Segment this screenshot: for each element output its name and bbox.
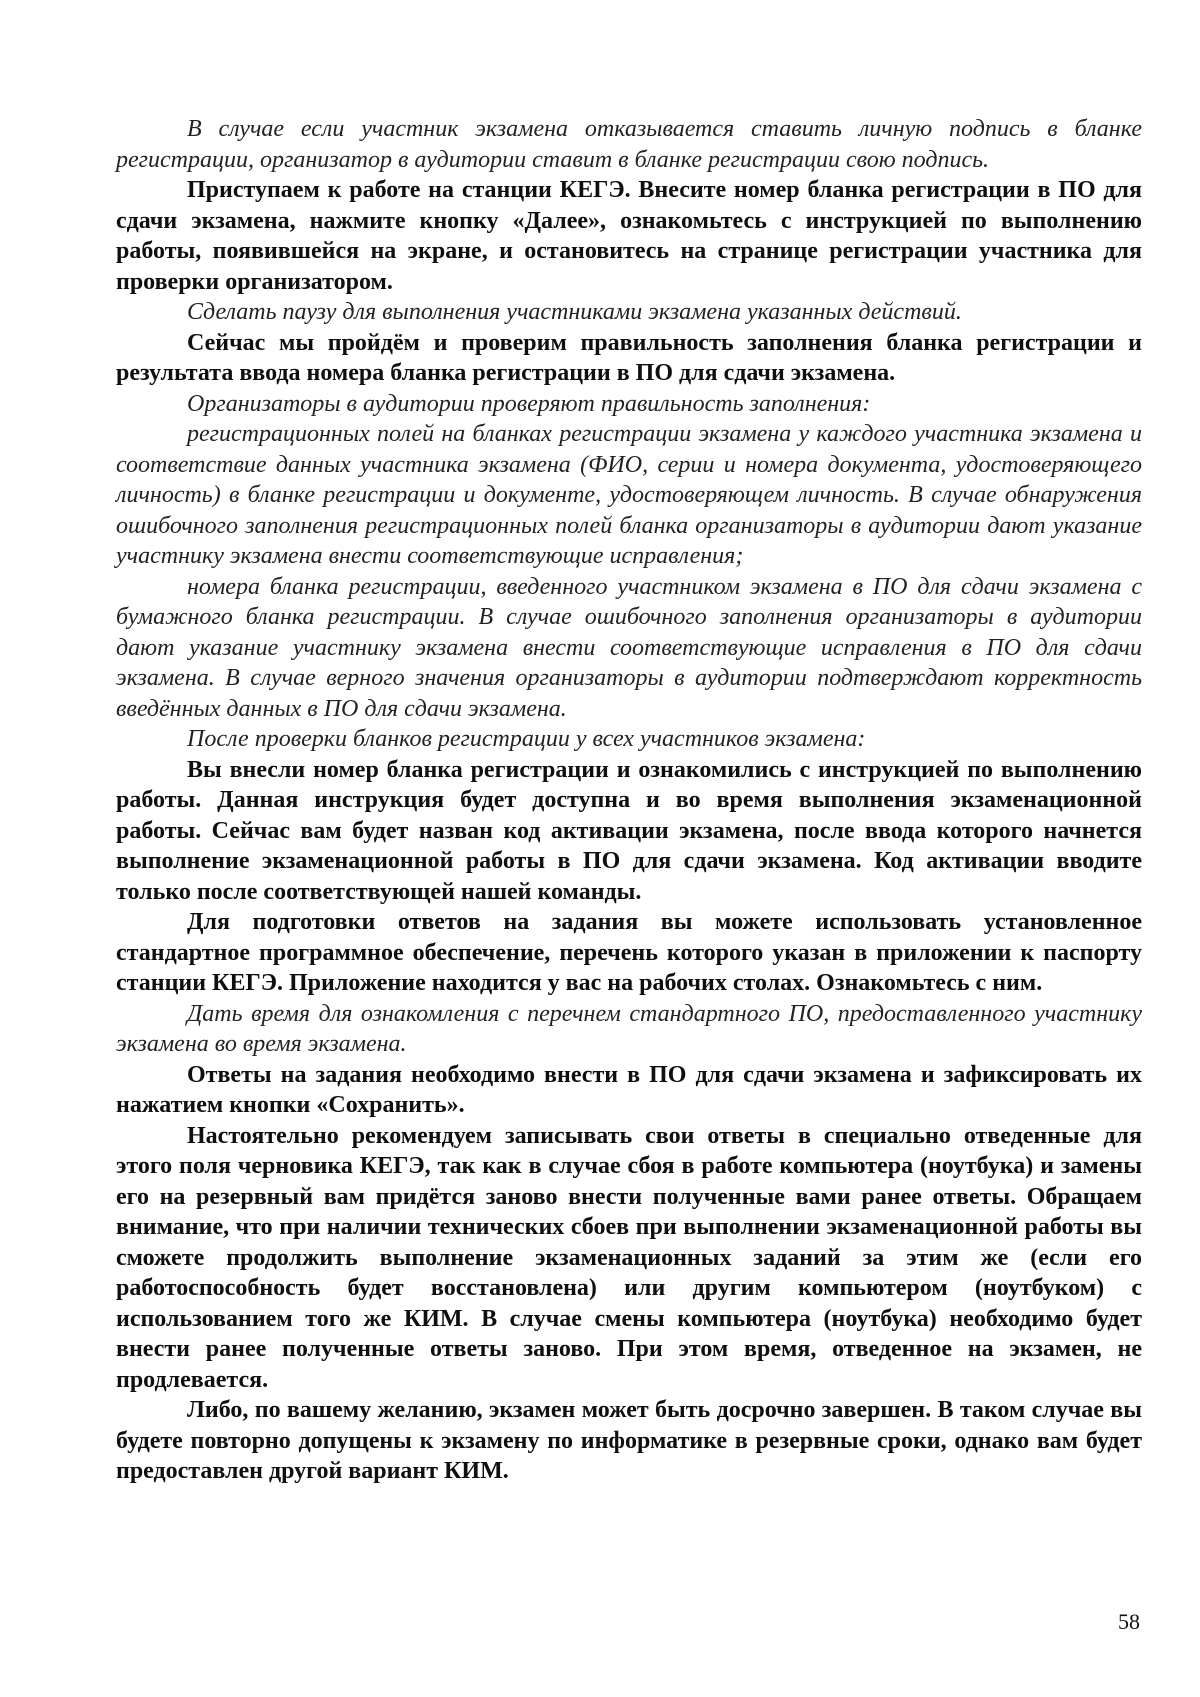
paragraph-after-check: После проверки бланков регистрации у всех участников экзамена: (187, 726, 866, 752)
paragraph-start-work: Приступаем к работе на станции КЕГЭ. Внесите номер бланка регистрации в ПО для сдачи экзамена, нажмите кнопку «Далее», ознакомьтесь с инструкцией по выполнению работы, появившейся на экране, и остановитесь на странице регистрации участника для проверки организатором. (116, 177, 1142, 295)
paragraph-form-number-check: номера бланка регистрации, введенного участником экзамена в ПО для сдачи экзамена с бумажного бланка регистрации. В случае ошибочного заполнения организаторы в аудитории дают указание участнику экзамена внести соответствующие исправления в ПО для сдачи экзамена. В случае верного значения организаторы в аудитории подтверждают корректность введённых данных в ПО для сдачи экзамена. (116, 573, 1142, 722)
paragraph-save-answers: Ответы на задания необходимо внести в ПО для сдачи экзамена и зафиксировать их нажатием кнопки «Сохранить». (116, 1061, 1142, 1118)
document-body (116, 114, 1142, 1487)
paragraph-pause-instruction: Сделать паузу для выполнения участниками экзамена указанных действий. (187, 299, 962, 325)
paragraph-draft-recommendation: Настоятельно рекомендуем записывать свои ответы в специально отведенные для этого поля черновика КЕГЭ, так как в случае сбоя в работе компьютера (ноутбука) и замены его на резервный вам придётся заново внести полученные вами ранее ответы. Обращаем внимание, что при наличии технических сбоев при выполнении экзаменационной работы вы сможете продолжить выполнение экзаменационных заданий за этим же (если его работоспособность будет восстановлена) или другим компьютером (ноутбуком) с использованием того же КИМ. В случае смены компьютера (ноутбука) необходимо будет внести ранее полученные ответы заново. При этом время, отведенное на экзамен, не продлевается. (116, 1122, 1142, 1393)
paragraph-organizers-check: Организаторы в аудитории проверяют правильность заполнения: (187, 390, 871, 417)
paragraph-registration-fields: регистрационных полей на бланках регистрации экзамена у каждого участника экзамена и соответствие данных участника экзамена (ФИО, серии и номера документа, удостоверяющего личность) в бланке регистрации и документе, удостоверяющем личность. В случае обнаружения ошибочного заполнения регистрационных полей бланка организаторы в аудитории дают указание участнику экзамена внести соответствующие исправления; (116, 421, 1142, 569)
paragraph-check-registration: Сейчас мы пройдём и проверим правильность заполнения бланка регистрации и результата ввода номера бланка регистрации в ПО для сдачи экзамена. (116, 329, 1142, 386)
paragraph-standard-software: Для подготовки ответов на задания вы можете использовать установленное стандартное программное обеспечение, перечень которого указан в приложении к паспорту станции КЕГЭ. Приложение находится у вас на рабочих столах. Ознакомьтесь с ним. (116, 909, 1142, 996)
page-number: 58 (1118, 1609, 1140, 1634)
paragraph-early-finish: Либо, по вашему желанию, экзамен может быть досрочно завершен. В таком случае вы будете повторно допущены к экзамену по информатике в резервные сроки, однако вам будет предоставлен другой вариант КИМ. (116, 1397, 1142, 1484)
paragraph-refusal-signature: В случае если участник экзамена отказывается ставить личную подпись в бланке регистрации, организатор в аудитории ставит в бланке регистрации свою подпись. (116, 116, 1142, 173)
paragraph-software-review-time: Дать время для ознакомления с перечнем стандартного ПО, предоставленного участнику экзамена во время экзамена. (116, 1000, 1142, 1057)
paragraph-activation-code: Вы внесли номер бланка регистрации и ознакомились с инструкцией по выполнению работы. Данная инструкция будет доступна и во время выполнения экзаменационной работы. Сейчас вам будет назван код активации экзамена, после ввода которого начнется выполнение экзаменационной работы в ПО для сдачи экзамена. Код активации вводите только после соответствующей нашей команды. (116, 756, 1142, 905)
